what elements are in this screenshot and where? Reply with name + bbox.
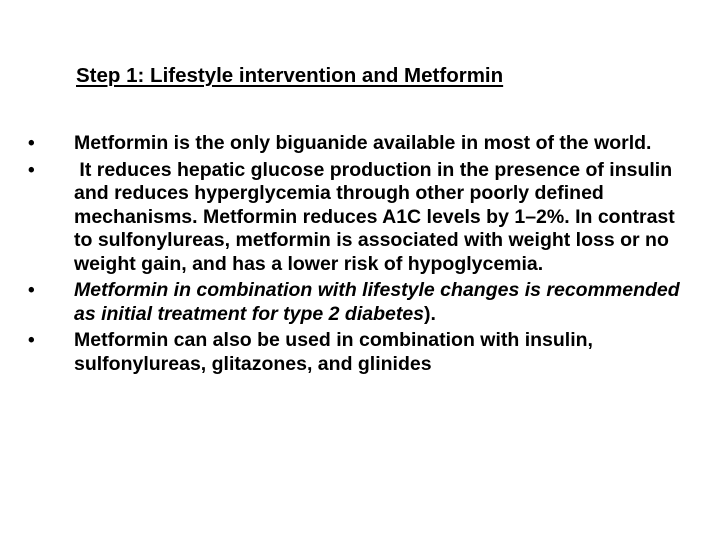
bullet-marker-icon: •: [28, 330, 35, 351]
bullet-item: [28, 159, 680, 277]
bullet-marker-icon: •: [28, 280, 35, 301]
bullet-item: [28, 132, 680, 156]
bullet-marker-icon: •: [28, 133, 35, 154]
bullet-text: It reduces hepatic glucose production in the presence of insulin and reduces hyperglycemia through other poorly defined mechanisms. Metformin reduces A1C levels by 1–2%. In contrast to sulfonylureas, metformin is associated with weight loss or no weight gain, and has a lower risk of hypoglycemia.: [74, 158, 681, 275]
bullet-list: [28, 132, 680, 379]
bullet-text: Metformin is the only biguanide available in most of the world.: [74, 132, 652, 154]
slide-title: Step 1: Lifestyle intervention and Metformin: [76, 64, 504, 87]
bullet-italic-text: Metformin in combination with lifestyle changes is recommended as initial treatment for type 2 diabetes: [74, 279, 680, 325]
bullet-tail-text: ).: [424, 302, 436, 325]
bullet-item: [28, 279, 680, 326]
bullet-item: [28, 329, 680, 376]
bullet-marker-icon: •: [28, 159, 35, 181]
bullet-text: Metformin can also be used in combination with insulin, sulfonylureas, glitazones, and glinides: [74, 329, 593, 375]
